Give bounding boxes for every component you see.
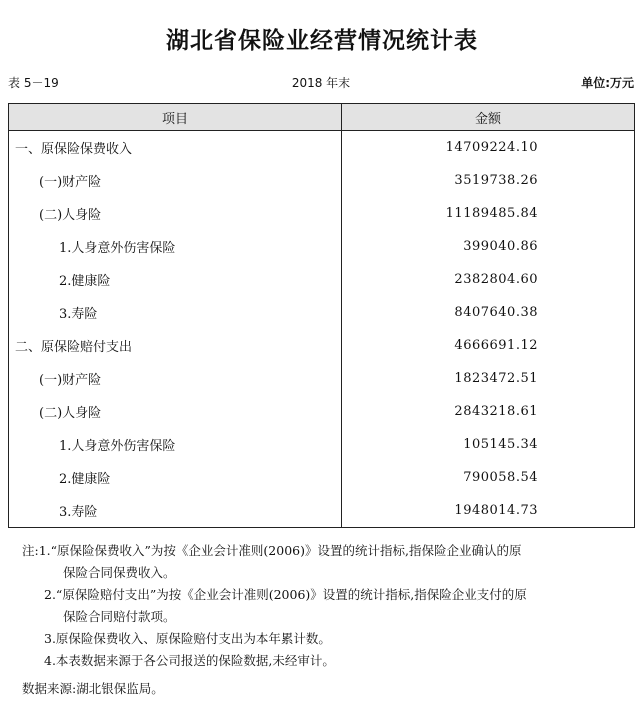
row-item: (一)财产险 bbox=[9, 362, 342, 395]
page-title: 湖北省保险业经营情况统计表 bbox=[166, 27, 478, 54]
table-row bbox=[9, 296, 635, 329]
column-header-item: 项目 bbox=[9, 104, 342, 131]
table-row bbox=[9, 428, 635, 461]
table-row bbox=[9, 164, 635, 197]
note-2-line-1: 2.“原保险赔付支出”为按《企业会计准则(2006)》设置的统计指标,指保险企业支付的原 bbox=[44, 587, 527, 602]
note-1 bbox=[22, 540, 634, 584]
note-2-line-2: 保险合同赔付款项。 bbox=[63, 609, 176, 624]
table-row bbox=[9, 395, 635, 428]
row-amount: 4666691.12 bbox=[342, 329, 635, 362]
table-meta bbox=[8, 74, 634, 92]
table-row bbox=[9, 230, 635, 263]
row-item: 2.健康险 bbox=[9, 461, 342, 494]
row-item: (二)人身险 bbox=[9, 395, 342, 428]
note-3 bbox=[22, 628, 634, 650]
table-number: 表 5－19 bbox=[8, 76, 59, 90]
table-row bbox=[9, 197, 635, 230]
row-item: 1.人身意外伤害保险 bbox=[9, 428, 342, 461]
row-amount: 399040.86 bbox=[342, 230, 635, 263]
row-amount: 2382804.60 bbox=[342, 263, 635, 296]
table-row bbox=[9, 362, 635, 395]
row-item: 2.健康险 bbox=[9, 263, 342, 296]
row-amount: 3519738.26 bbox=[342, 164, 635, 197]
row-amount: 790058.54 bbox=[342, 461, 635, 494]
table-row bbox=[9, 329, 635, 362]
note-1-line-1: 注:1.“原保险保费收入”为按《企业会计准则(2006)》设置的统计指标,指保险企业确认的原 bbox=[22, 543, 522, 558]
row-amount: 1823472.51 bbox=[342, 362, 635, 395]
data-source: 数据来源:湖北银保监局。 bbox=[22, 681, 164, 696]
row-amount: 14709224.10 bbox=[342, 131, 635, 165]
row-item: 二、原保险赔付支出 bbox=[9, 329, 342, 362]
note-3-text: 3.原保险保费收入、原保险赔付支出为本年累计数。 bbox=[44, 631, 331, 646]
statistics-table bbox=[8, 103, 635, 528]
table-row bbox=[9, 494, 635, 528]
table-row bbox=[9, 461, 635, 494]
row-item: 3.寿险 bbox=[9, 494, 342, 528]
row-item: 3.寿险 bbox=[9, 296, 342, 329]
note-2 bbox=[22, 584, 634, 628]
table-period: 2018 年末 bbox=[291, 76, 351, 90]
table-header-row bbox=[9, 104, 635, 131]
note-4 bbox=[22, 650, 634, 672]
note-1-line-2: 保险合同保费收入。 bbox=[63, 565, 176, 580]
table-unit: 单位:万元 bbox=[581, 76, 634, 90]
row-item: (二)人身险 bbox=[9, 197, 342, 230]
row-item: 一、原保险保费收入 bbox=[9, 131, 342, 165]
row-item: 1.人身意外伤害保险 bbox=[9, 230, 342, 263]
row-amount: 11189485.84 bbox=[342, 197, 635, 230]
row-amount: 8407640.38 bbox=[342, 296, 635, 329]
row-amount: 2843218.61 bbox=[342, 395, 635, 428]
column-header-amount: 金额 bbox=[342, 104, 635, 131]
row-amount: 1948014.73 bbox=[342, 494, 635, 528]
notes-section bbox=[22, 540, 634, 672]
table-row bbox=[9, 263, 635, 296]
table-row bbox=[9, 131, 635, 165]
row-amount: 105145.34 bbox=[342, 428, 635, 461]
note-4-text: 4.本表数据来源于各公司报送的保险数据,未经审计。 bbox=[44, 653, 335, 668]
row-item: (一)财产险 bbox=[9, 164, 342, 197]
